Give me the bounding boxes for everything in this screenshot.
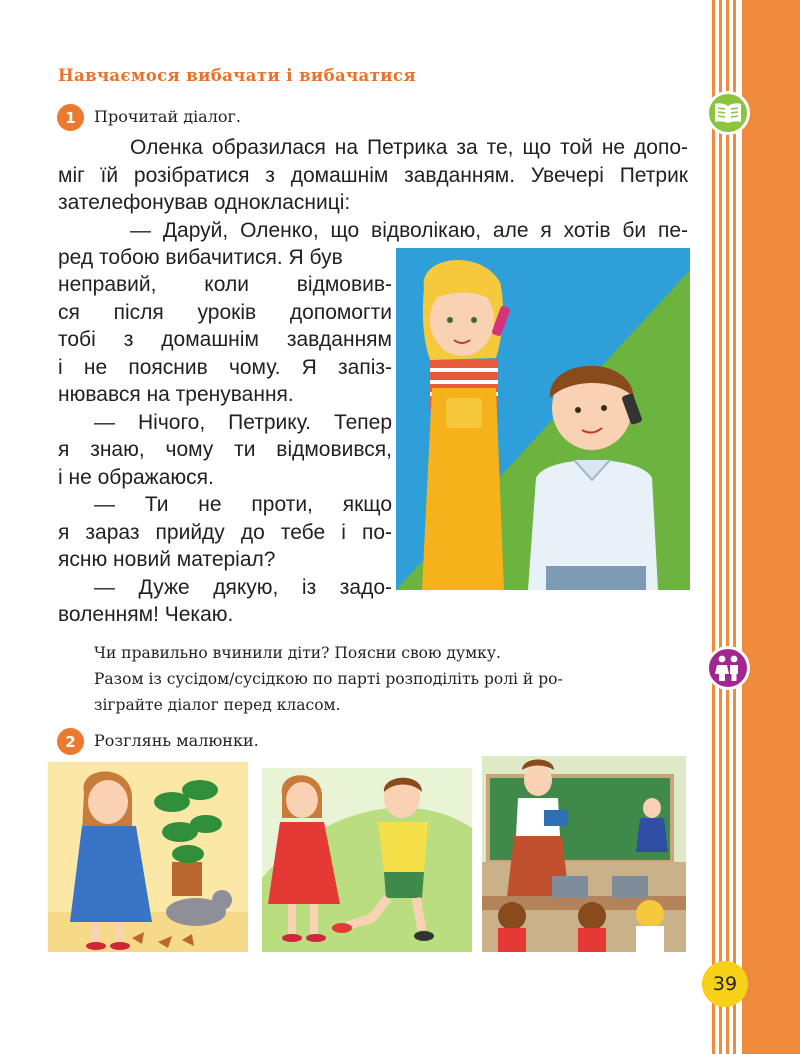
open-book-icon: [706, 91, 750, 135]
two-children-icon: [706, 646, 750, 690]
dialog-line: нювався на тренування.: [58, 383, 294, 406]
dialog-text-left: [58, 271, 392, 629]
dialog-line: тобі з домашнім завданням: [58, 328, 392, 351]
dialog-line: — Дуже дякую, із задо-: [94, 575, 392, 599]
side-strip: [712, 0, 800, 1054]
classroom-illustration: [482, 756, 686, 952]
dialog-line: ред тобою вибачитися. Я був: [58, 246, 343, 269]
dialog-line: — Нічого, Петрику. Тепер: [94, 410, 392, 434]
phone-call-illustration: [396, 248, 690, 590]
dialog-line: — Ти не проти, якщо: [94, 493, 392, 516]
dialog-line: — Даруй, Оленко, що відволікаю, але я хотів би пе-: [130, 218, 688, 242]
dialog-line: і не ображаюся.: [58, 465, 214, 489]
dialog-line: і не пояснив чому. Я запіз-: [58, 355, 392, 379]
running-boy-illustration: [262, 768, 472, 952]
task-number-badge: 1: [57, 104, 84, 131]
dialog-line: воленням! Чекаю.: [58, 603, 234, 626]
discussion-questions: [94, 640, 690, 718]
section-title: Навчаємося вибачати і вибачатися: [58, 66, 416, 85]
dialog-line: зателефонував однокласниці:: [58, 191, 351, 214]
task-instruction: Розглянь малюнки.: [94, 731, 259, 750]
task-instruction: Прочитай діалог.: [94, 107, 241, 126]
question-line: Разом із сусідом/сусідкою по парті розподіліть ролі й ро-: [94, 670, 563, 688]
dialog-line: міг їй розібратися з домашнім завданням. Увечері Петрик: [58, 163, 688, 187]
dialog-line: я зараз прийду до тебе і по-: [58, 520, 392, 544]
dialog-line: ся після уроків допомогти: [58, 300, 392, 324]
dialog-line: я знаю, чому ти відмовився,: [58, 438, 392, 461]
broken-pot-illustration: [48, 762, 248, 952]
page-number: 39: [702, 961, 748, 1007]
question-line: Чи правильно вчинили діти? Поясни свою думку.: [94, 644, 501, 662]
task-number-badge: 2: [57, 728, 84, 755]
dialog-line: ясню новий матеріал?: [58, 548, 276, 571]
dialog-line: неправий, коли відмовив-: [58, 273, 392, 296]
dialog-line: Оленка образилася на Петрика за те, що той не допо-: [130, 136, 688, 159]
question-line: зіграйте діалог перед класом.: [94, 696, 341, 714]
